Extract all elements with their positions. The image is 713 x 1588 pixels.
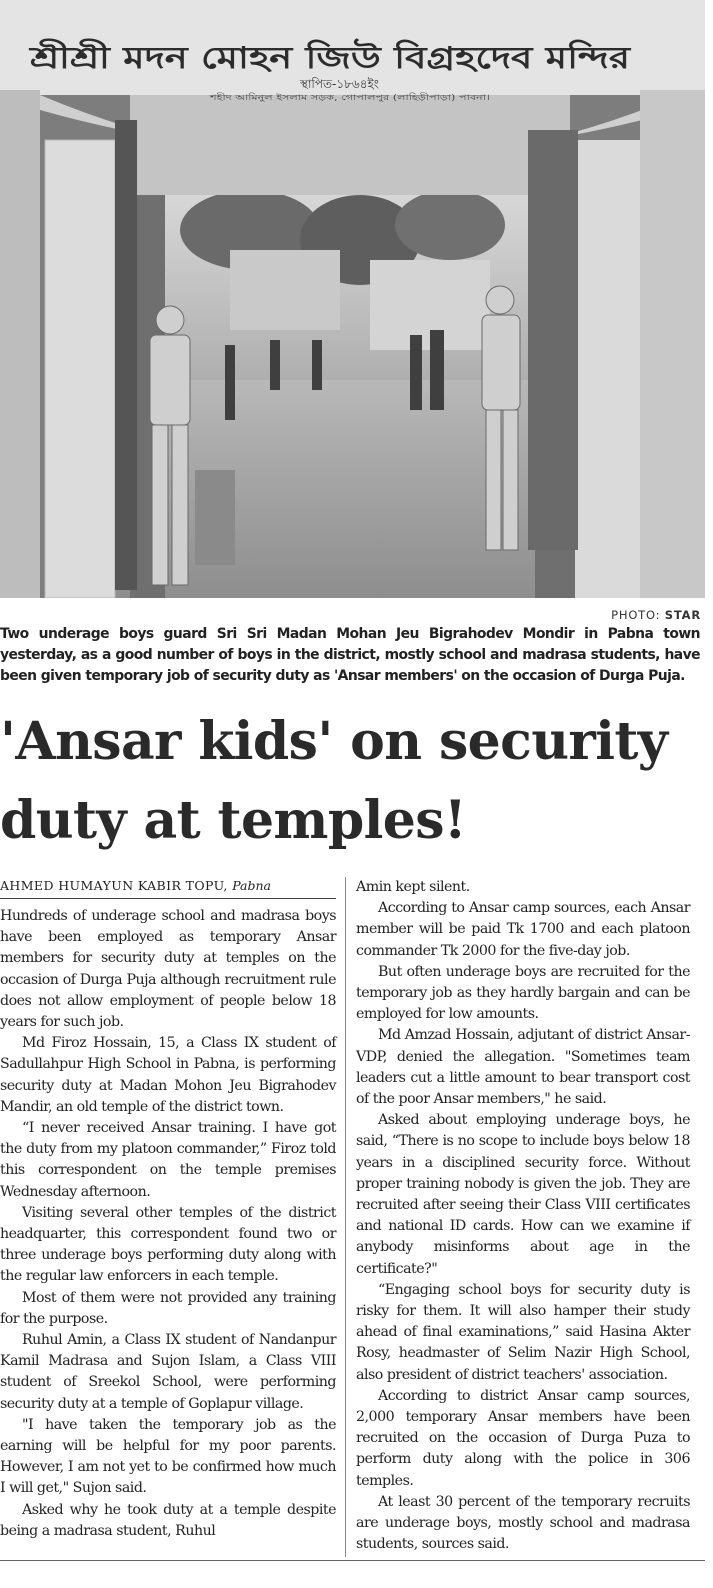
paragraph: Most of them were not provided any training for the purpose. bbox=[0, 1289, 336, 1327]
column-divider bbox=[345, 877, 346, 1557]
headline: 'Ansar kids' on security duty at temples! bbox=[0, 711, 668, 851]
temple-sign-address: শহীদ আমিনুল ইসলাম সড়ক, গোপালপুর (লাহিড়ীপাড়া) পাবনা। bbox=[210, 93, 411, 102]
paragraph: Amin kept silent. bbox=[356, 879, 470, 895]
photo-caption: Two underage boys guard Sri Sri Madan Mohan Jeu Bigrahodev Mondir in Pabna town yesterday, as a good number of boys in the district, mostly school and madrasa students, have been given temporary job of security duty as 'Ansar members' on the occasion of Durga Puja. bbox=[0, 626, 700, 684]
paragraph: Md Firoz Hossain, 15, a Class IX student of Sadullahpur High School in Pabna, is performing security duty at Madan Mohon Jeu Bigrahodev Mandir, an old temple of the district town. bbox=[0, 1035, 336, 1115]
paragraph: “I never received Ansar training. I have got the duty from my platoon commander,” Firoz told this correspondent on the temple premises Wednesday afternoon. bbox=[0, 1120, 336, 1200]
paragraph: According to Ansar camp sources, each Ansar member will be paid Tk 1700 and each platoon commander Tk 2000 for the five-day job. bbox=[356, 900, 690, 959]
temple-sign-text: শ্রীশ্রী মদন মোহন জিউ বিগ্রহদেব মন্দির bbox=[30, 41, 499, 76]
photo-credit-prefix: PHOTO: bbox=[611, 608, 661, 622]
byline-author: AHMED HUMAYUN KABIR TOPU, bbox=[0, 878, 228, 893]
paragraph: Visiting several other temples of the district headquarter, this correspondent found two or three underage boys performing duty along with the regular law enforcers in each temple. bbox=[0, 1204, 336, 1285]
photo-credit-source: STAR bbox=[664, 608, 701, 622]
paragraph: Asked about employing underage boys, he said, “There is no scope to include boys below 18 years in a disciplined security force. Without proper training nobody is given the job. They are recruited after seeing their Class VIII certificates and national ID cards. How can we examine if anybody misinforms about age in the certificate?" bbox=[356, 1112, 690, 1277]
bottom-rule bbox=[0, 1560, 705, 1561]
paragraph: But often underage boys are recruited for the temporary job as they hardly bargain and can be employed for low amounts. bbox=[356, 963, 690, 1023]
paragraph: Asked why he took duty at a temple despite being a madrasa student, Ruhul bbox=[0, 1501, 336, 1539]
paragraph: According to district Ansar camp sources, 2,000 temporary Ansar members have been recruited on the occasion of Durga Puza to perform duty along with the police in 306 temples. bbox=[356, 1387, 690, 1489]
paragraph: Hundreds of underage school and madrasa boys have been employed as temporary Ansar members for security duty at temples on the occasion of Durga Puja although recruitment rule does not allow employment of people below 18 years for such job. bbox=[0, 908, 336, 1031]
paragraph: "I have taken the temporary job as the earning will be helpful for my poor parents. However, I am not yet to be confirmed how much I will get," Sujon said. bbox=[0, 1416, 336, 1497]
photo-credit bbox=[611, 608, 701, 622]
temple-sign-founded: স্থাপিত-১৮৬৪ইং bbox=[300, 77, 379, 91]
article-column-1 bbox=[0, 906, 336, 1542]
article-column-2 bbox=[356, 877, 690, 1556]
byline bbox=[0, 877, 336, 899]
paragraph: At least 30 percent of the temporary recruits are underage boys, mostly school and madrasa students, sources said. bbox=[356, 1493, 690, 1553]
byline-location: Pabna bbox=[232, 878, 271, 893]
paragraph: “Engaging school boys for security duty is risky for them. It will also hamper their study ahead of final examinations,” said Hasina Akter Rosy, headmaster of Selim Nazir High School, also president of district teachers' association. bbox=[356, 1281, 690, 1383]
paragraph: Ruhul Amin, a Class IX student of Nandanpur Kamil Madrasa and Sujon Islam, a Class VIII student of Sreekol School, were performing security duty at a temple of Goplapur village. bbox=[0, 1332, 336, 1412]
news-photo bbox=[0, 0, 705, 598]
paragraph: Md Amzad Hossain, adjutant of district Ansar-VDP, denied the allegation. "Sometimes team leaders cut a little amount to bear transport cost of the poor Ansar members," he said. bbox=[356, 1027, 690, 1108]
